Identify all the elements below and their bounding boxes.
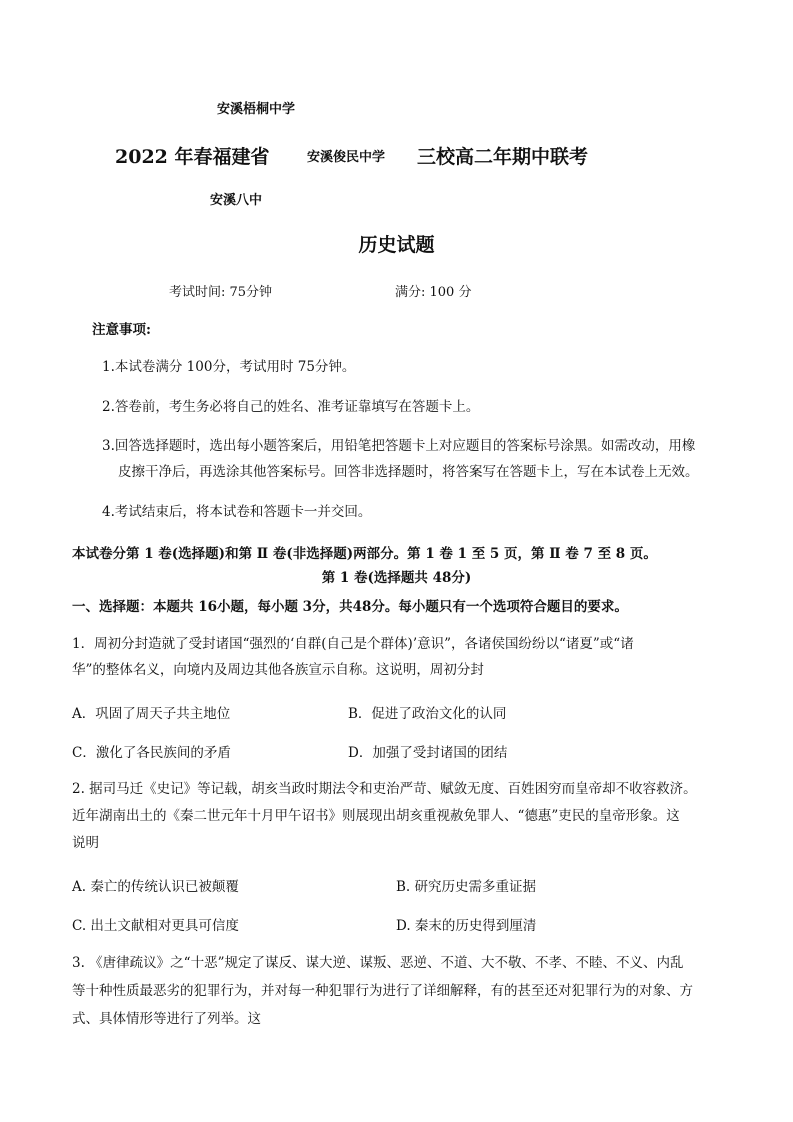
question-1-option-d: D．加强了受封诸国的团结 [348, 745, 508, 761]
question-1-line: 1．周初分封造就了受封诸国“强烈的‘自群(自己是个群体)’意识”，各诸侯国纷纷以“诸夏”或“诸 [72, 636, 634, 652]
question-2-option-d: D. 秦末的历史得到厘清 [396, 918, 537, 934]
question-3-line: 等十种性质最恶劣的犯罪行为，并对每一种犯罪行为进行了详细解释，有的甚至还对犯罪行为的对象、方 [72, 983, 693, 999]
notice-item: 3.回答选择题时，选出每小题答案后，用铅笔把答题卡上对应题目的答案标号涂黑。如需改动，用橡 [102, 438, 696, 454]
question-2-option-a: A. 秦亡的传统认识已被颠覆 [72, 879, 239, 895]
volume-title: 第 1 卷(选择题共 48分) [321, 570, 472, 586]
question-2-option-c: C. 出土文献相对更具可信度 [72, 918, 239, 934]
question-2-line: 2. 据司马迁《史记》等记载，胡亥当政时期法令和吏治严苛、赋敛无度、百姓困穷而皇帝却不收容救济。 [72, 781, 697, 797]
question-3-line: 式、具体情形等进行了列举。这 [72, 1011, 261, 1027]
question-2-line: 近年湖南出土的《秦二世元年十月甲午诏书》则展现出胡亥重视赦免罪人、“德惠”吏民的皇帝形象。这 [72, 808, 680, 824]
notice-item: 4.考试结束后，将本试卷和答题卡一并交回。 [102, 504, 372, 520]
question-2-option-b: B. 研究历史需多重证据 [396, 879, 537, 895]
question-2-line: 说明 [72, 835, 99, 851]
exam-time: 考试时间: 75分钟 [169, 285, 273, 300]
paper-info: 本试卷分第 1 卷(选择题)和第 Ⅱ 卷(非选择题)两部分。第 1 卷 1 至 5 页，第 Ⅱ 卷 7 至 8 页。 [72, 546, 657, 562]
exam-title-left: 2022 年春福建省 [115, 146, 270, 168]
question-1-line: 华”的整体名义，向境内及周边其他各族宣示自称。这说明，周初分封 [72, 662, 484, 678]
school-name-2: 安溪俊民中学 [307, 150, 386, 165]
notice-item: 1.本试卷满分 100分，考试用时 75分钟。 [102, 359, 356, 375]
question-3-line: 3. 《唐律疏议》之“十恶”规定了谋反、谋大逆、谋叛、恶逆、不道、大不敬、不孝、不睦、不义、内乱 [72, 955, 684, 971]
school-name-3: 安溪八中 [210, 193, 263, 208]
question-1-option-b: B．促进了政治文化的认同 [348, 706, 507, 722]
school-name-1: 安溪梧桐中学 [217, 102, 296, 117]
full-score: 满分: 100 分 [395, 285, 472, 300]
notice-heading: 注意事项: [92, 322, 151, 338]
subject-title: 历史试题 [358, 234, 435, 256]
notice-item-continued: 皮擦干净后，再选涂其他答案标号。回答非选择题时，将答案写在答题卡上，写在本试卷上无效。 [118, 464, 699, 480]
exam-title-right: 三校高二年期中联考 [417, 146, 589, 168]
section-title: 一、选择题：本题共 16小题，每小题 3分，共48分。每小题只有一个选项符合题目的要求。 [72, 599, 628, 615]
notice-item: 2.答卷前，考生务必将自己的姓名、准考证靠填写在答题卡上。 [102, 399, 480, 415]
question-1-option-a: A．巩固了周天子共主地位 [72, 706, 231, 722]
question-1-option-c: C．激化了各民族间的矛盾 [72, 745, 231, 761]
